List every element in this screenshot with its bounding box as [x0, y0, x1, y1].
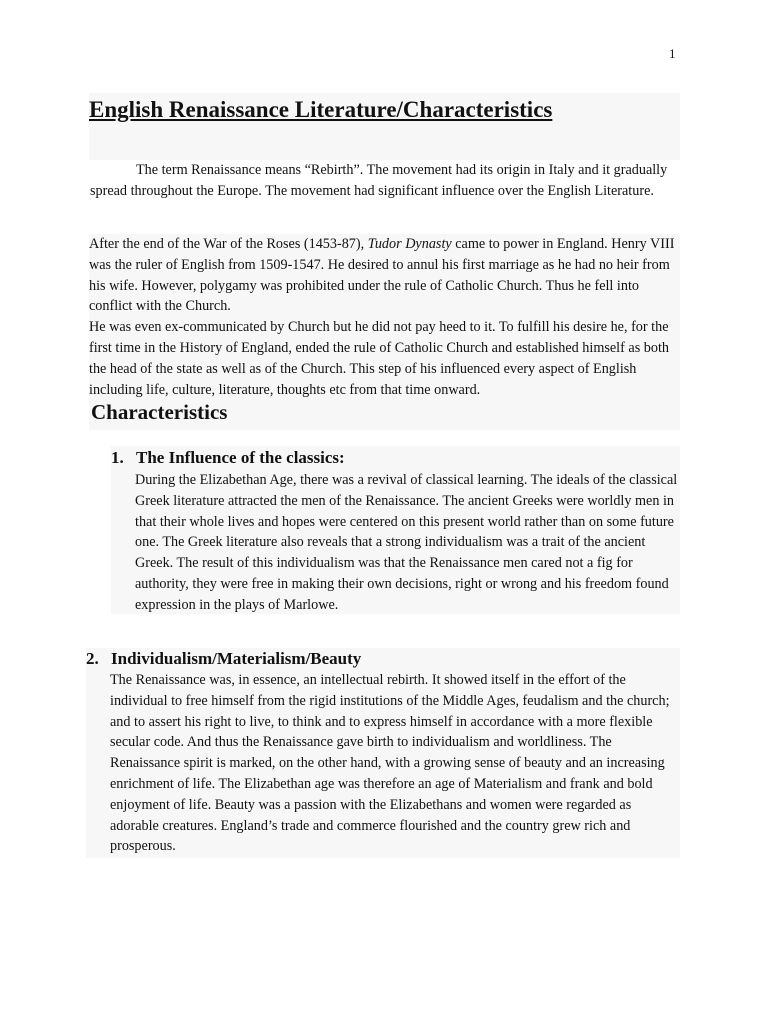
- title-block: [89, 93, 680, 160]
- history-p1-end: came to power in England. Henry VIII was the ruler of English from 1509-1547. He desired to annul his first marriage as he had no heir from his wife. However, polygamy was prohibited under the rule of Catholic Church. Thus he fell into conflict with the Church.: [89, 236, 675, 315]
- history-paragraph-1: [89, 234, 680, 317]
- section-2-title: Individualism/Materialism/Beauty: [111, 649, 362, 668]
- section-1-heading: [111, 446, 680, 468]
- section-2-block: [86, 648, 680, 858]
- section-2-body: The Renaissance was, in essence, an intellectual rebirth. It showed itself in the effort of the individual to free himself from the rigid institutions of the Middle Ages, feudalism and the church; and to assert his right to live, to think and to express himself in accordance with a more flexible secular code. And thus the Renaissance gave birth to individualism and worldliness. The Renaissance spirit is marked, on the other hand, with a growing sense of beauty and an increasing enrichment of life. The Elizabethan age was therefore an age of Materialism and frank and bold enjoyment of life. Beauty was a passion with the Elizabethans and women were regarded as adorable creatures. England’s trade and commerce flourished and the country grew rich and prosperous.: [110, 672, 670, 855]
- history-p1-italic: Tudor Dynasty: [367, 236, 452, 252]
- intro-text: The term Renaissance means “Rebirth”. The movement had its origin in Italy and it gradually spread throughout the Europe. The movement had significant influence over the English Literature.: [90, 162, 668, 199]
- section-2-heading: [86, 648, 680, 669]
- section-1-number: 1.: [111, 448, 124, 467]
- section-1-body: During the Elizabethan Age, there was a revival of classical learning. The ideals of the classical Greek literature attracted the men of the Renaissance. The ancient Greeks were worldly men in that their whole lives and hopes were centered on this present world rather than on some future one. The Greek literature also reveals that a strong individualism was a trait of the ancient Greek. The result of this individualism was that the Renaissance men cared not a fig for authority, they were free in making their own decisions, right or wrong and his freedom found expression in the plays of Marlowe.: [135, 472, 678, 613]
- characteristics-heading: Characteristics: [91, 400, 228, 424]
- section-1-title: The Influence of the classics:: [136, 448, 345, 467]
- section-1-block: [111, 446, 680, 614]
- section-2-number: 2.: [86, 649, 99, 668]
- page-number: 1: [669, 46, 676, 61]
- intro-indent: [90, 162, 136, 178]
- intro-paragraph: [90, 160, 680, 202]
- document-title: English Renaissance Literature/Characteristics: [89, 97, 553, 122]
- history-p1-start: After the end of the War of the Roses (1453-87),: [89, 236, 368, 252]
- history-paragraph-2: He was even ex-communicated by Church but he did not pay heed to it. To fulfill his desire he, for the first time in the History of England, ended the rule of Catholic Church and established himself as both the head of the state as well as of the Church. This step of his influenced every aspect of English including life, culture, literature, thoughts etc from that time onward.: [89, 319, 669, 398]
